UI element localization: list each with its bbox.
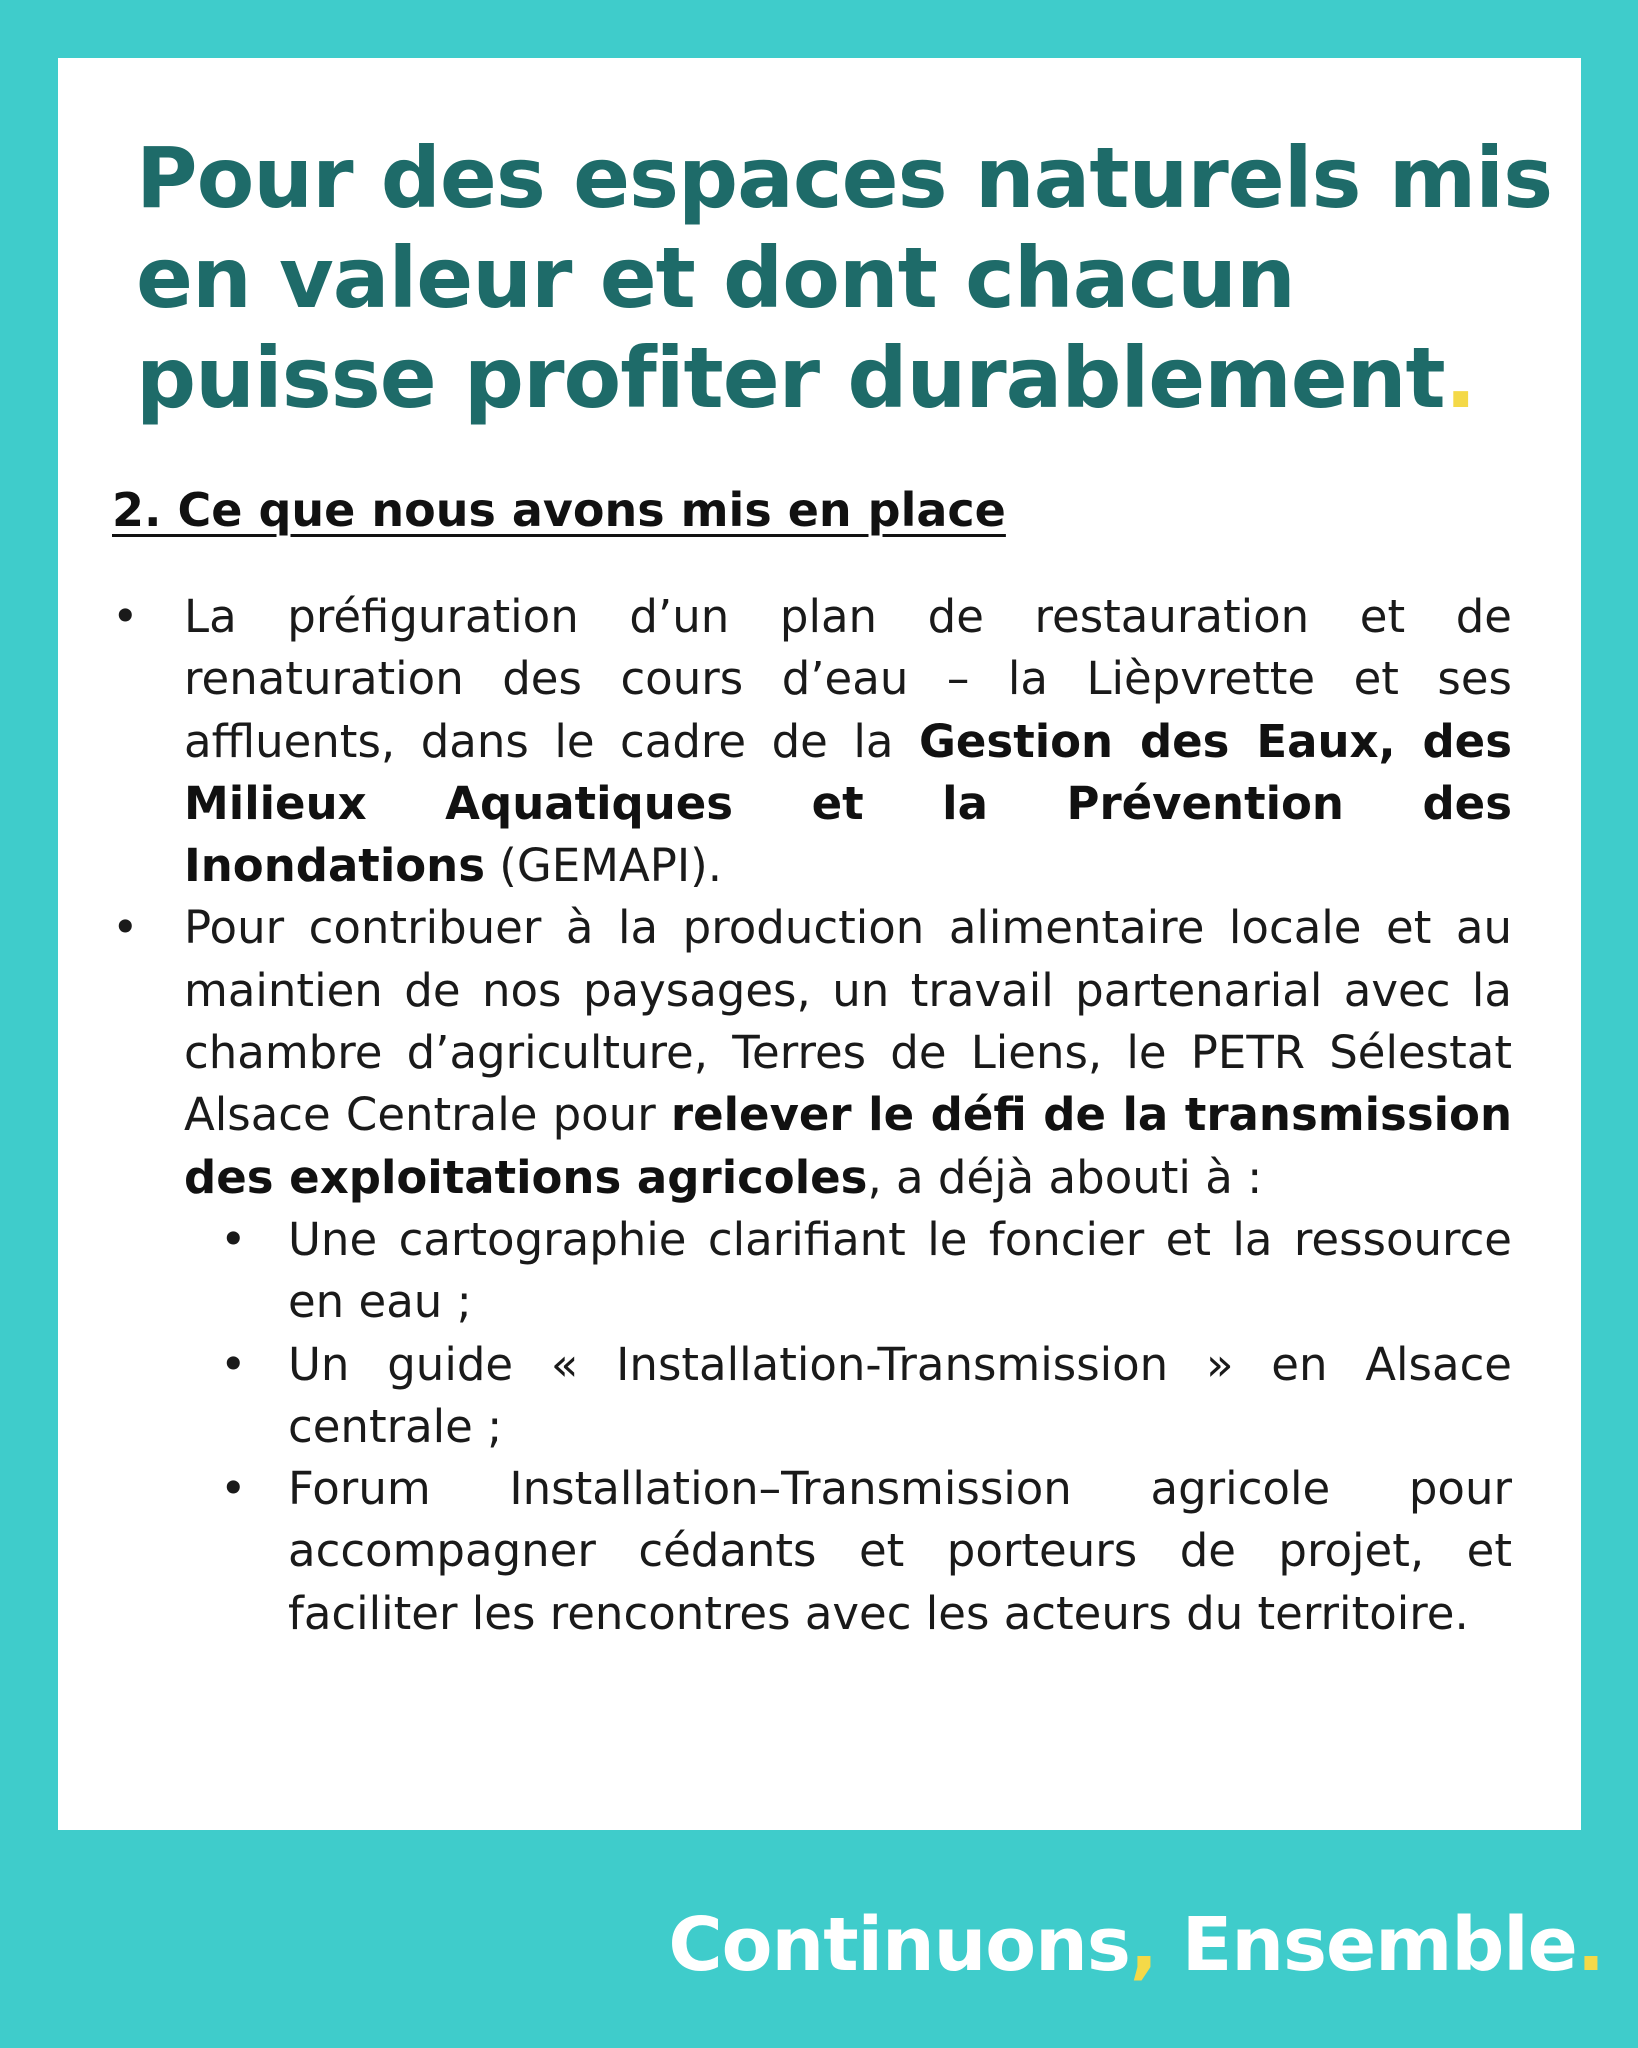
- bullet-icon: •: [112, 901, 139, 955]
- sub-bullet-item-guide: [220, 1334, 1512, 1459]
- page-title-text: Pour des espaces naturels mis en valeur et dont chacun puisse profiter durablement: [136, 129, 1553, 427]
- bullet-item-gemapi: [112, 586, 1512, 897]
- bullet-item-agriculture: [112, 897, 1512, 1645]
- sub-bullet-item-cartography: [220, 1209, 1512, 1334]
- section-heading: 2. Ce que nous avons mis en place: [112, 483, 1006, 537]
- bullet-text-outro: (GEMAPI).: [484, 839, 723, 893]
- title-accent-dot: .: [1444, 329, 1476, 427]
- page-title: [136, 128, 1556, 428]
- bullet-icon: •: [220, 1462, 247, 1516]
- footer-word-continuons: Continuons: [668, 1902, 1130, 1988]
- bullet-text-bold: Gestion des Eaux, des Milieux Aquatiques et la Prévention des Inondations: [184, 714, 1512, 893]
- footer-word-ensemble: Ensemble: [1157, 1902, 1577, 1988]
- bullet-content: [112, 586, 1512, 1645]
- sub-bullet-list: [184, 1209, 1512, 1645]
- sub-bullet-text: Un guide « Installation-Transmission » en Alsace centrale ;: [288, 1337, 1512, 1453]
- bullet-icon: •: [112, 590, 139, 643]
- sub-bullet-item-forum: [220, 1458, 1512, 1645]
- bullet-text-bold: relever le défi de la transmission des exploitations agricoles: [184, 1088, 1512, 1204]
- content-card: [58, 58, 1581, 1830]
- bullet-icon: •: [220, 1212, 247, 1266]
- footer-accent-dot: .: [1576, 1902, 1604, 1988]
- sub-bullet-text: Une cartographie clarifiant le foncier et la ressource en eau ;: [288, 1212, 1512, 1329]
- footer-slogan: [668, 1900, 1604, 1990]
- bullet-text-intro: Pour contribuer à la production alimentaire locale et au maintien de nos paysages, un travail partenarial avec la chambre d’agriculture, Terres de Liens, le PETR Sélestat Alsace Centrale pour: [184, 901, 1512, 1142]
- bullet-icon: •: [220, 1337, 247, 1391]
- sub-bullet-text: Forum Installation–Transmission agricole pour accompagner cédants et porteurs de projet, et faciliter les rencontres avec les acteurs du territoire.: [288, 1462, 1512, 1640]
- footer-accent-comma: ,: [1129, 1902, 1157, 1988]
- bullet-list: [112, 586, 1512, 1645]
- bullet-text-outro: , a déjà abouti à :: [867, 1150, 1263, 1204]
- bullet-text-intro: La préfiguration d’un plan de restauration et de renaturation des cours d’eau – la Lièpvrette et ses affluents, dans le cadre de la: [184, 590, 1512, 768]
